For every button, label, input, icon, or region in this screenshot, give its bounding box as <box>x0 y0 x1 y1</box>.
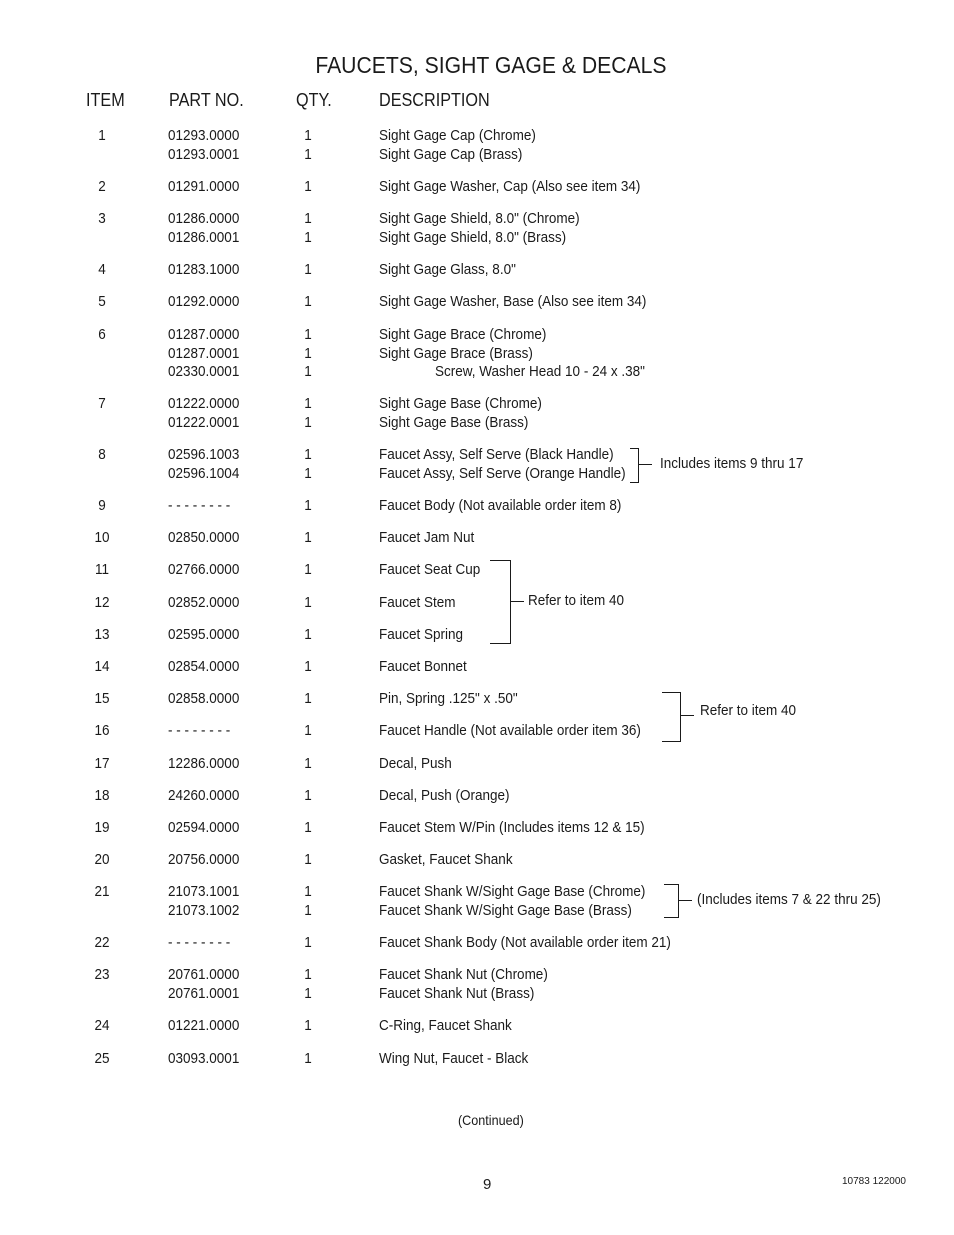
item-number: 25 <box>94 1050 110 1067</box>
part-number: 02766.0000 <box>168 561 240 578</box>
quantity: 1 <box>304 690 312 707</box>
part-number: 01292.0000 <box>168 293 240 310</box>
description: Sight Gage Shield, 8.0" (Chrome) <box>379 210 580 227</box>
part-number: 01283.1000 <box>168 261 240 278</box>
item-number: 8 <box>98 446 106 463</box>
quantity: 1 <box>304 344 312 362</box>
header-item: ITEM <box>86 90 125 110</box>
item-number: 14 <box>94 658 110 675</box>
note-includes-9-17: Includes items 9 thru 17 <box>660 455 804 472</box>
item-number: 2 <box>98 178 106 195</box>
item-number: 12 <box>94 594 110 611</box>
quantity: 1 <box>304 787 312 804</box>
part-number: 02594.0000 <box>168 819 240 836</box>
item-number: 10 <box>94 529 110 546</box>
part-number: 01293.0001 <box>168 145 240 163</box>
part-number: 02330.0001 <box>168 363 240 380</box>
bracket-items-8 <box>630 448 639 483</box>
description: Sight Gage Base (Chrome) <box>379 395 542 412</box>
description: Sight Gage Shield, 8.0" (Brass) <box>379 228 567 246</box>
quantity: 1 <box>304 464 312 482</box>
quantity: 1 <box>304 594 312 611</box>
quantity: 1 <box>304 626 312 643</box>
quantity: 1 <box>304 722 312 739</box>
document-code: 10783 122000 <box>842 1176 906 1187</box>
item-number: 19 <box>94 819 110 836</box>
bracket-tick-items-21 <box>678 900 692 901</box>
header-description: DESCRIPTION <box>379 90 490 110</box>
part-number: 01287.0001 <box>168 344 240 362</box>
item-number: 3 <box>98 210 106 227</box>
description: Sight Gage Washer, Cap (Also see item 34) <box>379 178 641 195</box>
part-number: - - - - - - - - <box>168 722 231 739</box>
quantity: 1 <box>304 178 312 195</box>
part-number: 03093.0001 <box>168 1050 240 1067</box>
quantity: 1 <box>304 819 312 836</box>
quantity: 1 <box>304 966 312 983</box>
part-number: 02854.0000 <box>168 658 240 675</box>
description: Gasket, Faucet Shank <box>379 851 513 868</box>
description: Faucet Seat Cup <box>379 561 481 578</box>
quantity: 1 <box>304 261 312 278</box>
quantity: 1 <box>304 210 312 227</box>
item-number: 11 <box>94 561 110 578</box>
part-number: 24260.0000 <box>168 787 240 804</box>
part-number: 02596.1004 <box>168 464 240 482</box>
part-number: 12286.0000 <box>168 755 240 772</box>
quantity: 1 <box>304 395 312 412</box>
description: Screw, Washer Head 10 - 24 x .38" <box>435 363 645 380</box>
part-number: 01293.0000 <box>168 127 240 144</box>
description: Faucet Shank Body (Not available order item 21) <box>379 934 671 951</box>
quantity: 1 <box>304 984 312 1002</box>
item-number: 15 <box>94 690 110 707</box>
quantity: 1 <box>304 1017 312 1034</box>
part-number: 01222.0000 <box>168 395 240 412</box>
description: Faucet Handle (Not available order item 36) <box>379 722 641 739</box>
description: Sight Gage Brace (Chrome) <box>379 326 547 343</box>
note-includes-7-22-25: (Includes items 7 & 22 thru 25) <box>697 891 881 908</box>
part-number: 20761.0000 <box>168 966 240 983</box>
part-number: - - - - - - - - <box>168 497 231 514</box>
quantity: 1 <box>304 561 312 578</box>
part-number: 21073.1002 <box>168 901 240 919</box>
description: Faucet Body (Not available order item 8) <box>379 497 622 514</box>
item-number: 17 <box>94 755 110 772</box>
part-number: 20761.0001 <box>168 984 240 1002</box>
part-number: 01287.0000 <box>168 326 240 343</box>
description: Faucet Bonnet <box>379 658 467 675</box>
item-number: 21 <box>94 883 110 900</box>
quantity: 1 <box>304 145 312 163</box>
description: Pin, Spring .125" x .50" <box>379 690 518 707</box>
item-number: 13 <box>94 626 110 643</box>
description: Faucet Shank W/Sight Gage Base (Brass) <box>379 901 632 919</box>
item-number: 20 <box>94 851 110 868</box>
quantity: 1 <box>304 934 312 951</box>
description: Faucet Shank Nut (Brass) <box>379 984 535 1002</box>
part-number: 21073.1001 <box>168 883 240 900</box>
bracket-tick-items-8 <box>638 464 652 465</box>
part-number: 02596.1003 <box>168 446 240 463</box>
page-number: 9 <box>483 1176 492 1193</box>
description: Decal, Push (Orange) <box>379 787 510 804</box>
part-number: 01222.0001 <box>168 413 240 431</box>
description: Decal, Push <box>379 755 452 772</box>
item-number: 4 <box>98 261 106 278</box>
description: Faucet Assy, Self Serve (Orange Handle) <box>379 464 626 482</box>
note-refer-40-b: Refer to item 40 <box>700 702 797 719</box>
item-number: 24 <box>94 1017 110 1034</box>
quantity: 1 <box>304 363 312 380</box>
description: Sight Gage Brace (Brass) <box>379 344 533 362</box>
quantity: 1 <box>304 883 312 900</box>
description: Faucet Stem <box>379 594 456 611</box>
quantity: 1 <box>304 901 312 919</box>
item-number: 6 <box>98 326 106 343</box>
header-qty: QTY. <box>296 90 332 110</box>
part-number: 02858.0000 <box>168 690 240 707</box>
description: Faucet Shank Nut (Chrome) <box>379 966 548 983</box>
description: Sight Gage Base (Brass) <box>379 413 529 431</box>
quantity: 1 <box>304 529 312 546</box>
item-number: 18 <box>94 787 110 804</box>
continued-label: (Continued) <box>457 1112 524 1128</box>
part-number: - - - - - - - - <box>168 934 231 951</box>
item-number: 9 <box>98 497 106 514</box>
description: C-Ring, Faucet Shank <box>379 1017 512 1034</box>
quantity: 1 <box>304 127 312 144</box>
bracket-tick-items-11-13 <box>510 601 524 602</box>
item-number: 5 <box>98 293 106 310</box>
description: Sight Gage Washer, Base (Also see item 34) <box>379 293 647 310</box>
quantity: 1 <box>304 658 312 675</box>
item-number: 7 <box>98 395 106 412</box>
page-title: FAUCETS, SIGHT GAGE & DECALS <box>315 52 667 78</box>
part-number: 02595.0000 <box>168 626 240 643</box>
quantity: 1 <box>304 755 312 772</box>
part-number: 01286.0001 <box>168 228 240 246</box>
part-number: 02852.0000 <box>168 594 240 611</box>
description: Faucet Stem W/Pin (Includes items 12 & 15) <box>379 819 645 836</box>
part-number: 02850.0000 <box>168 529 240 546</box>
bracket-tick-items-15-16 <box>680 715 694 716</box>
description: Faucet Assy, Self Serve (Black Handle) <box>379 446 614 463</box>
item-number: 23 <box>94 966 110 983</box>
quantity: 1 <box>304 293 312 310</box>
quantity: 1 <box>304 326 312 343</box>
item-number: 16 <box>94 722 110 739</box>
item-number: 1 <box>98 127 106 144</box>
note-refer-40-a: Refer to item 40 <box>528 592 625 609</box>
bracket-items-11-13 <box>490 560 511 644</box>
quantity: 1 <box>304 497 312 514</box>
quantity: 1 <box>304 228 312 246</box>
part-number: 01221.0000 <box>168 1017 240 1034</box>
description: Faucet Spring <box>379 626 464 643</box>
quantity: 1 <box>304 1050 312 1067</box>
part-number: 01291.0000 <box>168 178 240 195</box>
part-number: 20756.0000 <box>168 851 240 868</box>
description: Sight Gage Glass, 8.0" <box>379 261 516 278</box>
description: Wing Nut, Faucet - Black <box>379 1050 529 1067</box>
quantity: 1 <box>304 413 312 431</box>
header-part-no: PART NO. <box>169 90 244 110</box>
quantity: 1 <box>304 446 312 463</box>
item-number: 22 <box>94 934 110 951</box>
part-number: 01286.0000 <box>168 210 240 227</box>
description: Sight Gage Cap (Brass) <box>379 145 523 163</box>
bracket-items-21 <box>664 884 679 918</box>
description: Faucet Jam Nut <box>379 529 475 546</box>
description: Sight Gage Cap (Chrome) <box>379 127 536 144</box>
description: Faucet Shank W/Sight Gage Base (Chrome) <box>379 883 646 900</box>
quantity: 1 <box>304 851 312 868</box>
bracket-items-15-16 <box>662 692 681 742</box>
